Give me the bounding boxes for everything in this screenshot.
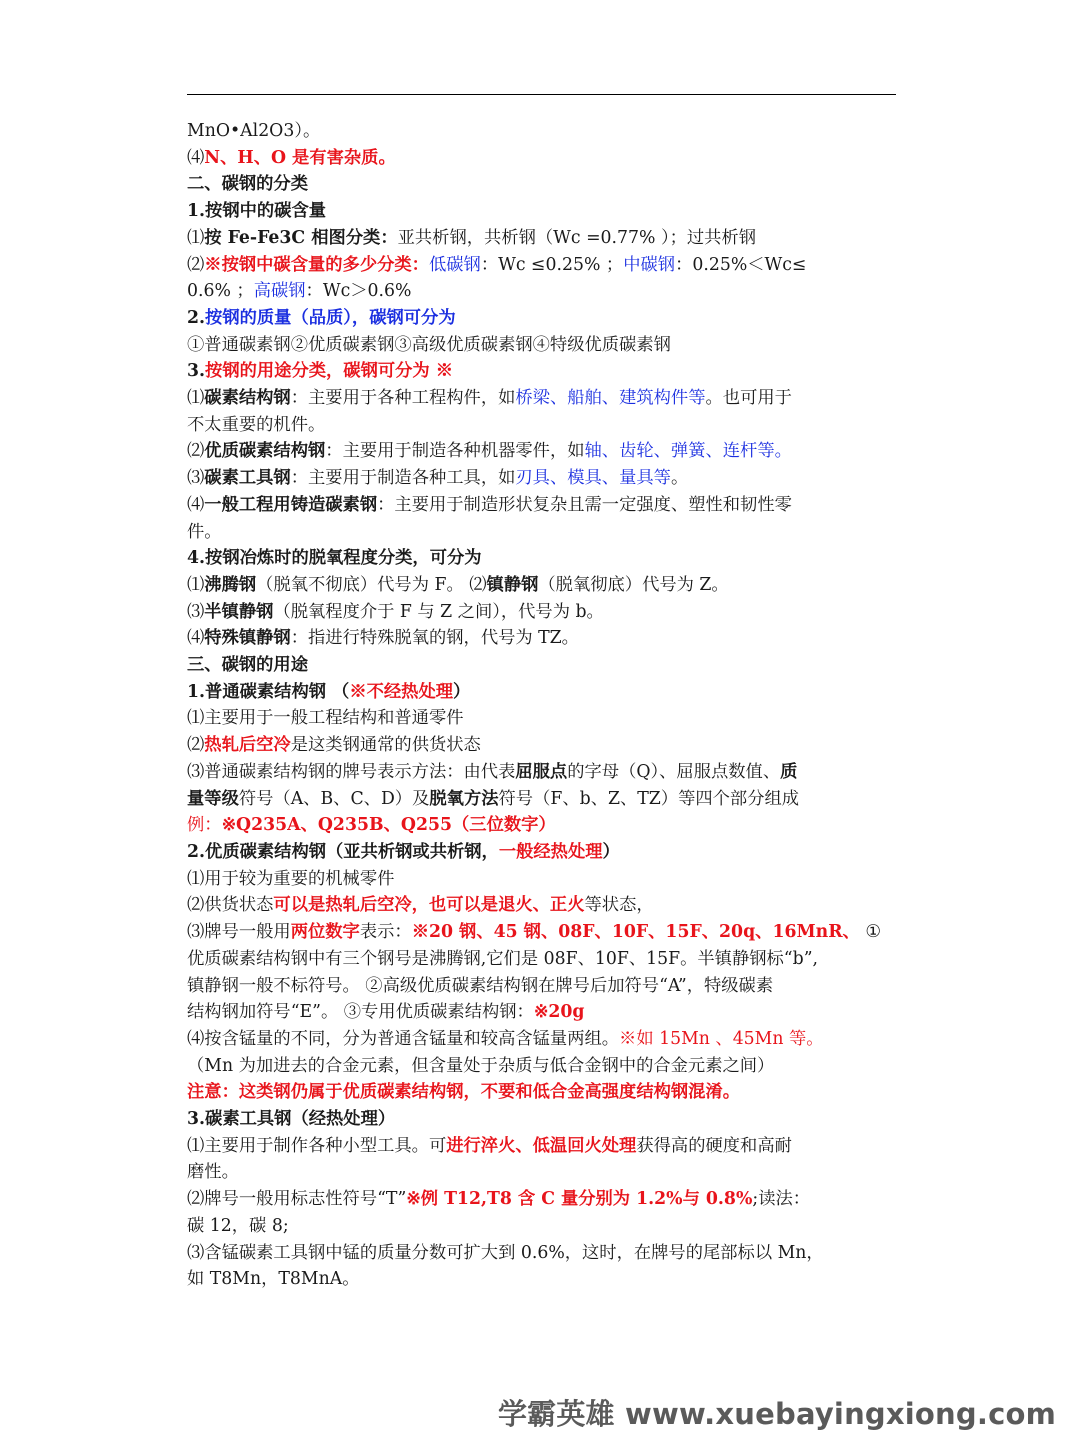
text-span: ：Wc ≤0.25% ； (480, 254, 624, 275)
text-line (187, 305, 899, 332)
text-span: ⑶普通碳素结构钢的牌号表示方法：由代表 (187, 761, 516, 782)
text-span: ：主要用于制造各种工具，如 (290, 468, 516, 489)
text-line (187, 999, 899, 1026)
text-line (187, 759, 899, 786)
text-span: ：0.25%＜Wc≤ (675, 254, 807, 275)
text-span: 表示： (359, 922, 412, 943)
text-span: ） (602, 841, 620, 862)
text-span: 碳素工具钢 (204, 468, 291, 489)
text-line (187, 385, 899, 412)
text-span: 。 (670, 468, 689, 489)
text-span: 低碳钢 (428, 254, 481, 275)
text-span: 按钢的用途分类，碳钢可分为 ※ (205, 361, 454, 382)
text-span: ※如 15Mn 、45Mn 等。 (619, 1028, 824, 1049)
text-span: ⑵ (187, 254, 205, 275)
text-span: （脱氧不彻底）代号为 F。 (256, 574, 470, 595)
text-line (187, 1079, 899, 1106)
text-span: 优质碳素结构钢 (204, 441, 326, 462)
text-span: 0.6% ； (187, 281, 254, 302)
text-span: 质 (780, 761, 798, 782)
text-span: 碳 12，碳 8; (187, 1215, 289, 1236)
text-span: ⑵ (187, 441, 205, 462)
text-span: 屈服点 (515, 761, 568, 782)
text-line (187, 652, 899, 679)
text-line (187, 1240, 899, 1267)
text-span: 。也可用于 (705, 388, 792, 409)
text-line (187, 973, 899, 1000)
text-span: ⑴主要用于制作各种小型工具。可 (187, 1135, 447, 1156)
text-span: 获得高的硬度和高耐 (636, 1135, 792, 1156)
text-line (187, 492, 899, 519)
text-line (187, 1106, 899, 1133)
text-line (187, 252, 899, 279)
text-span: 3.碳素工具钢（经热处理） (187, 1109, 396, 1130)
text-line (187, 332, 899, 359)
text-line (187, 438, 899, 465)
text-span: 镇静钢 (486, 574, 539, 595)
text-line (187, 1186, 899, 1213)
text-span: ①普通碳素钢②优质碳素钢③高级优质碳素钢④特级优质碳素钢 (187, 334, 671, 355)
text-span: 优质碳素结构钢中有三个钢号是沸腾钢,它们是 08F、10F、15F。半镇静钢标“b”, (187, 948, 819, 969)
text-line (187, 679, 899, 706)
text-line (187, 278, 899, 305)
document-body (187, 118, 899, 1293)
text-span: ⑵牌号一般用标志性符号“T” (187, 1189, 407, 1210)
text-span: 脱氧方法 (429, 788, 499, 809)
text-span: ⑶ (187, 468, 205, 489)
text-span: ） (453, 681, 471, 702)
text-span: 特殊镇静钢 (204, 628, 291, 649)
text-span: 2.优质碳素结构钢（亚共析钢或共析钢， (187, 841, 499, 862)
text-span: 一般工程用铸造碳素钢 (204, 494, 378, 515)
text-span: 可以是热轧后空冷，也可以是退火、正火 (273, 895, 585, 916)
text-span: ⑴主要用于一般工程结构和普通零件 (187, 708, 464, 729)
text-span: ⑶含锰碳素工具钢中锰的质量分数可扩大到 0.6%，这时，在牌号的尾部标以 Mn， (187, 1242, 824, 1263)
text-span: ※20 钢、45 钢、08F、10F、15F、20q、16MnR、 (411, 922, 860, 943)
text-span: 亚共析钢，共析钢（Wc =0.77% ）；过共析钢 (397, 227, 756, 248)
text-line (187, 866, 899, 893)
text-span: 符号（A、B、C、D）及 (238, 788, 430, 809)
text-span: ※Q235A、Q235B、Q255（三位数字） (221, 815, 556, 836)
header-rule (187, 94, 896, 95)
text-span: 高碳钢 (253, 281, 306, 302)
text-span: 轴、齿轮、弹簧、连杆等。 (584, 441, 792, 462)
text-span: 三、碳钢的用途 (187, 655, 308, 676)
text-span: （脱氧程度介于 F 与 Z 之间），代号为 b。 (273, 601, 604, 622)
text-span: 进行淬火、低温回火处理 (446, 1135, 637, 1156)
text-span: ※不经热处理 (349, 681, 454, 702)
text-line (187, 1213, 899, 1240)
text-span: 二、碳钢的分类 (187, 174, 308, 195)
text-span: （Mn 为加进去的合金元素，但含量处于杂质与低合金钢中的合金元素之间） (187, 1055, 775, 1076)
text-span: 例： (187, 815, 222, 836)
text-line (187, 812, 899, 839)
text-span: 是这类钢通常的供货状态 (290, 735, 481, 756)
text-span: ：主要用于制造各种机器零件，如 (325, 441, 585, 462)
text-span: 桥梁、船舶、建筑构件等 (515, 388, 706, 409)
text-span: ⑴用于较为重要的机械零件 (187, 868, 395, 889)
text-span: 2. (187, 307, 206, 328)
text-span: ⑶牌号一般用 (187, 922, 291, 943)
text-line (187, 545, 899, 572)
text-span: ⑴ (187, 388, 205, 409)
text-span: 磨性。 (187, 1162, 239, 1183)
text-line (187, 599, 899, 626)
text-line (187, 839, 899, 866)
text-span: N、H、O 是有害杂质。 (204, 147, 396, 168)
text-span: ⑴ (187, 574, 205, 595)
text-span: 如 T8Mn，T8MnA。 (187, 1269, 360, 1290)
text-line (187, 572, 899, 599)
text-span: ※例 T12,T8 含 C 量分别为 1.2%与 0.8% (406, 1189, 753, 1210)
text-line (187, 1159, 899, 1186)
text-line (187, 625, 899, 652)
text-span: ;读法： (752, 1189, 811, 1210)
text-span: ⑷ (187, 494, 205, 515)
text-span: ⑵ (469, 574, 487, 595)
text-line (187, 705, 899, 732)
text-span: 按 Fe-Fe3C 相图分类： (204, 227, 398, 248)
text-span: 中碳钢 (623, 254, 676, 275)
text-line (187, 118, 899, 145)
text-span: 件。 (187, 521, 222, 542)
text-span: ⑷按含锰量的不同，分为普通含锰量和较高含锰量两组。 (187, 1028, 620, 1049)
text-line (187, 412, 899, 439)
text-line (187, 919, 899, 946)
text-line (187, 946, 899, 973)
text-span: 刃具、模具、量具等 (515, 468, 671, 489)
text-span: 镇静钢一般不标符号。 ②高级优质碳素结构钢在牌号后加符号“A”，特级碳素 (187, 975, 774, 996)
text-span: ⑷ (187, 628, 205, 649)
text-line (187, 1053, 899, 1080)
text-span: 注意：这类钢仍属于优质碳素结构钢，不要和低合金高强度结构钢混淆。 (187, 1082, 741, 1103)
text-span: ① (859, 922, 881, 943)
text-line (187, 732, 899, 759)
text-line (187, 358, 899, 385)
text-line (187, 1266, 899, 1293)
text-line (187, 786, 899, 813)
text-span: ：Wc＞0.6% (305, 281, 412, 302)
text-span: ⑴ (187, 227, 205, 248)
text-span: 不太重要的机件。 (187, 414, 326, 435)
footer-watermark: 学霸英雄 www.xuebayingxiong.com (497, 1397, 1056, 1431)
text-span: 4.按钢冶炼时的脱氧程度分类，可分为 (187, 548, 482, 569)
text-span: 1.按钢中的碳含量 (187, 201, 327, 222)
text-span: 的字母（Q）、屈服点数值、 (567, 761, 781, 782)
text-line (187, 171, 899, 198)
text-span: 热轧后空冷 (204, 735, 291, 756)
text-span: 符号（F、b、Z、TZ）等四个部分组成 (498, 788, 800, 809)
text-line (187, 198, 899, 225)
text-line (187, 519, 899, 546)
text-span: 碳素结构钢 (204, 388, 291, 409)
text-span: 半镇静钢 (204, 601, 274, 622)
text-span: ⑵ (187, 735, 205, 756)
text-span: 结构钢加符号“E”。 ③专用优质碳素结构钢： (187, 1002, 534, 1023)
text-line (187, 465, 899, 492)
text-span: 沸腾钢 (204, 574, 257, 595)
text-span: 一般经热处理 (498, 841, 603, 862)
text-span: ：指进行特殊脱氧的钢，代号为 TZ。 (290, 628, 579, 649)
text-span: 两位数字 (290, 922, 360, 943)
text-span: MnO•Al2O3）。 (187, 121, 321, 141)
text-line (187, 892, 899, 919)
text-line (187, 1026, 899, 1053)
text-span: ⑷ (187, 147, 205, 168)
text-span: 1.普通碳素结构钢 （ (187, 681, 350, 702)
text-span: ※20g (533, 1002, 585, 1023)
text-span: ：主要用于各种工程构件，如 (290, 388, 516, 409)
text-span: ⑶ (187, 601, 205, 622)
text-span: （脱氧彻底）代号为 Z。 (538, 574, 729, 595)
text-span: ※按钢中碳含量的多少分类： (204, 254, 429, 275)
text-span: ：主要用于制造形状复杂且需一定强度、塑性和韧性零 (377, 494, 792, 515)
text-span: 等状态， (584, 895, 654, 916)
text-span: 按钢的质量（品质），碳钢可分为 (205, 307, 456, 328)
text-span: 量等级 (187, 788, 239, 809)
text-span: 3. (187, 361, 206, 382)
text-line (187, 1133, 899, 1160)
text-line (187, 225, 899, 252)
text-line (187, 145, 899, 172)
text-span: ⑵供货状态 (187, 895, 274, 916)
